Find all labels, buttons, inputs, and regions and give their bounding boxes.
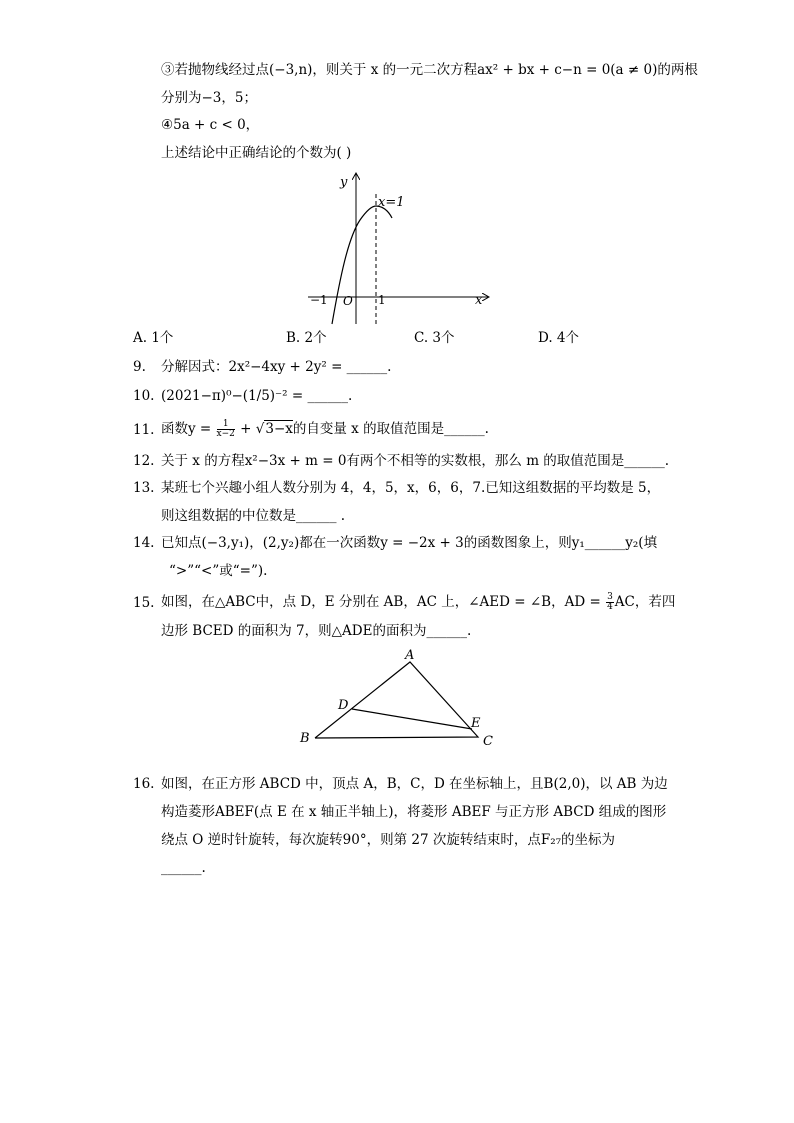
q12-number: 12. xyxy=(133,453,155,469)
q15-triangle-figure xyxy=(295,645,505,750)
vertex-a: A xyxy=(405,648,415,663)
q15-number: 15. xyxy=(133,595,155,611)
q15-fraction xyxy=(606,593,614,612)
graph-neg-one: −1 xyxy=(310,293,328,307)
q10-number: 10. xyxy=(133,388,155,404)
q16-number: 16. xyxy=(133,776,155,792)
q12-text: 关于 x 的方程x²−3x + m = 0有两个不相等的实数根，那么 m 的取值范围是______. xyxy=(161,453,670,469)
q8-parabola-graph xyxy=(300,168,500,328)
q16-line2: 构造菱形ABEF(点 E 在 x 轴正半轴上)，将菱形 ABEF 与正方形 ABCD 组成的图形 xyxy=(161,804,667,820)
q13-line2: 则这组数据的中位数是______ . xyxy=(161,508,346,524)
option-c: C. 3个 xyxy=(414,330,455,346)
graph-origin: O xyxy=(343,294,353,308)
vertex-c: C xyxy=(483,734,493,749)
q8-statement-3-line1: ③若抛物线经过点(−3,n)，则关于 x 的一元二次方程ax² + bx + c−n = 0(a ≠ 0)的两根 xyxy=(161,62,698,78)
q11-radicand: 3−x xyxy=(265,421,293,437)
graph-one: 1 xyxy=(378,293,386,307)
q15-frac-bot: 4 xyxy=(607,602,613,612)
q16-line3: 绕点 O 逆时针旋转，每次旋转90°，则第 27 次旋转结束时，点F₂₇的坐标为 xyxy=(161,832,616,848)
q15-line2: 边形 BCED 的面积为 7，则△ADE的面积为______. xyxy=(161,623,472,639)
q11-mid: + √ xyxy=(235,421,265,437)
q15-line1-pre: 如图，在△ABC中，点 D，E 分别在 AB，AC 上，∠AED = ∠B，AD = xyxy=(161,594,606,610)
q10-text: (2021−π)⁰−(1/5)⁻² = ______. xyxy=(161,388,353,404)
q8-question: 上述结论中正确结论的个数为( ) xyxy=(161,145,352,161)
q11-text xyxy=(161,417,489,441)
q16-line4: ______. xyxy=(161,860,206,876)
q9-number: 9. xyxy=(133,359,146,375)
q11-frac-top: 1 xyxy=(217,420,235,430)
q8-statement-4: ④5a + c < 0， xyxy=(161,117,260,133)
q15-line1-post: AC，若四 xyxy=(614,594,676,610)
graph-x-label: x xyxy=(475,293,483,308)
q13-number: 13. xyxy=(133,480,155,496)
vertex-d: D xyxy=(338,698,349,713)
q15-frac-top: 3 xyxy=(607,592,613,602)
q11-fraction xyxy=(217,420,235,439)
segment-de xyxy=(352,709,472,729)
vertex-e: E xyxy=(471,716,481,731)
q11-pre: 函数y = xyxy=(161,421,216,437)
option-a: A. 1个 xyxy=(133,330,174,346)
option-d: D. 4个 xyxy=(538,330,580,346)
q11-number: 11. xyxy=(133,422,155,438)
option-b: B. 2个 xyxy=(286,330,327,346)
q11-frac-bot: x−2 xyxy=(216,429,235,439)
q13-line1: 某班七个兴趣小组人数分别为 4，4，5，x，6，6，7.已知这组数据的平均数是 5， xyxy=(161,480,661,496)
q15-line1 xyxy=(161,589,675,615)
q11-post: 的自变量 x 的取值范围是______. xyxy=(292,421,489,437)
vertex-b: B xyxy=(300,731,310,746)
q16-line1: 如图，在正方形 ABCD 中，顶点 A，B，C，D 在坐标轴上，且B(2,0)，以 AB 为边 xyxy=(161,776,668,792)
q8-statement-3-line2: 分别为−3，5； xyxy=(161,90,257,106)
q14-line1: 已知点(−3,y₁)，(2,y₂)都在一次函数y = −2x + 3的函数图象上，则y₁______y₂(填 xyxy=(161,535,658,551)
graph-axis-label: x=1 xyxy=(378,195,405,210)
q14-line2: “>”“<”或“=”). xyxy=(169,563,268,579)
q14-number: 14. xyxy=(133,535,155,551)
graph-y-label: y xyxy=(340,175,348,190)
q9-text: 分解因式：2x²−4xy + 2y² = ______. xyxy=(161,359,392,375)
